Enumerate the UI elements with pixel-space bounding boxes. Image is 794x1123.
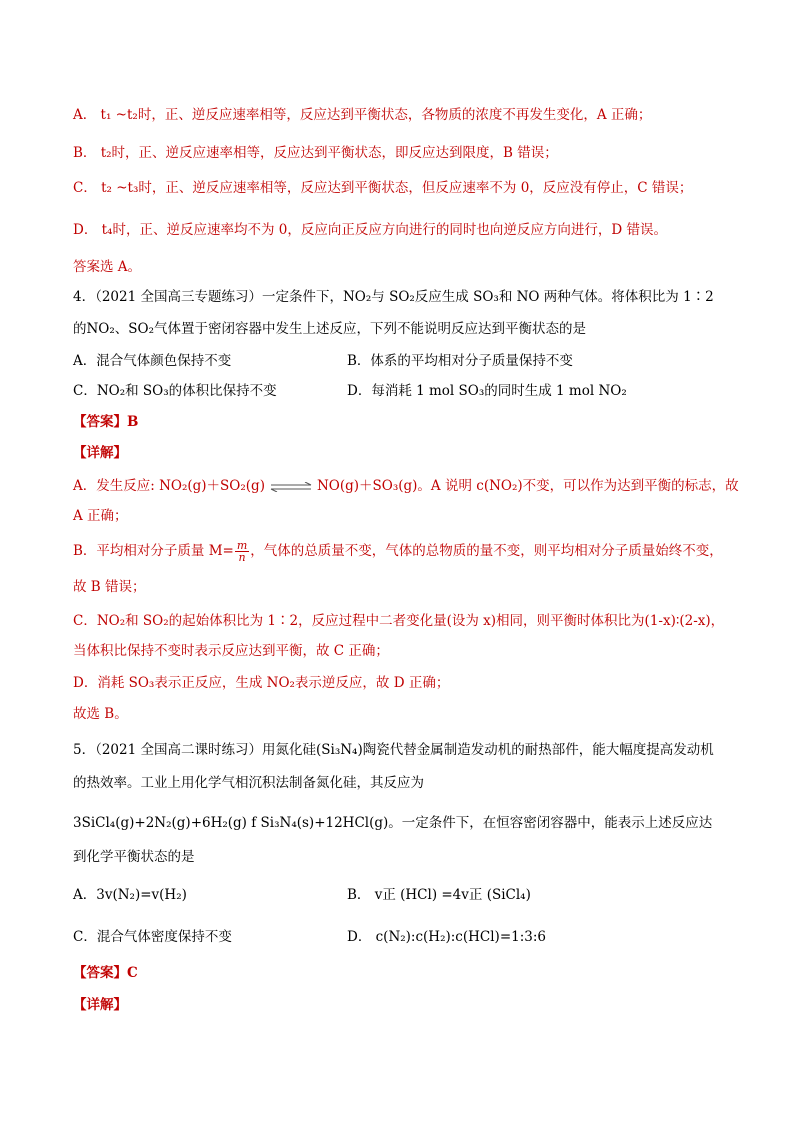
q4-explanation-d: D．消耗 SO₃表示正反应，生成 NO₂表示逆反应，故 D 正确； [73,675,450,691]
q4-explanation-b-line2: 故 B 错误； [73,579,146,595]
q5-answer: 【答案】C [73,965,138,981]
q4-option-b: B．体系的平均相对分子质量保持不变 [347,353,573,369]
q4-explanation-a-line2: A 正确； [73,508,128,524]
q5-option-c: C．混合气体密度保持不变 [73,929,232,945]
reaction-left: A．发生反应: NO₂(g)＋SO₂(g) [73,478,265,494]
equilibrium-arrow-icon [269,482,313,492]
q4-answer: 【答案】B [73,414,139,430]
q5-stem-line4: 到化学平衡状态的是 [73,849,195,865]
q4-explanation-a-line1 [73,475,739,497]
prev-explanation-d: D． t₄时，正、逆反应速率均不为 0，反应向正反应方向进行的同时也向逆反应方向进行，D 错误。 [73,222,667,238]
mass-over-moles-fraction [235,540,249,563]
fraction-denominator: n [238,551,246,564]
prev-explanation-a: A． t₁ ~t₂时，正、逆反应速率相等，反应达到平衡状态，各物质的浓度不再发生变化，A 正确； [73,107,652,123]
q5-option-a: A．3v(N₂)=v(H₂) [73,887,187,903]
q5-detail-heading: 【详解】 [73,997,127,1013]
prev-answer-choice: 答案选 A。 [73,259,142,275]
q5-reaction-line: 3SiCl₄(g)+2N₂(g)+6H₂(g) f Si₃N₄(s)+12HCl(g)。一定条件下，在恒容密闭容器中，能表示上述反应达 [73,815,713,831]
q4-stem-line2: 的NO₂、SO₂气体置于密闭容器中发生上述反应，下列不能说明反应达到平衡状态的是 [73,321,587,337]
q4-explanation-c-line1: C．NO₂和 SO₂的起始体积比为 1∶2，反应过程中二者变化量(设为 x)相同，则平衡时体积比为(1-x)∶(2-x)， [73,613,725,629]
q4-explanation-c-line2: 当体积比保持不变时表示反应达到平衡，故 C 正确； [73,643,389,659]
q4-explanation-b-line1 [73,540,734,563]
prev-explanation-b: B． t₂时，正、逆反应速率相等，反应达到平衡状态，即反应达到限度，B 错误； [73,145,558,161]
prev-explanation-c: C． t₂ ~t₃时，正、逆反应速率相等，反应达到平衡状态，但反应速率不为 0，反应没有停止，C 错误； [73,180,693,196]
fraction-numerator: m [236,539,248,552]
q4-option-a: A．混合气体颜色保持不变 [73,353,232,369]
q5-option-d: D． c(N₂):c(H₂):c(HCl)=1:3:6 [347,929,546,945]
q5-stem-line1: 5．（2021 全国高二课时练习）用氮化硅(Si₃N₄)陶瓷代替金属制造发动机的耐热部件，能大幅度提高发动机 [73,742,714,758]
q4-detail-heading: 【详解】 [73,445,127,461]
molar-mass-label: B．平均相对分子质量 M= [73,543,234,559]
reaction-right: NO(g)＋SO₃(g)。A 说明 c(NO₂)不变，可以作为达到平衡的标志，故 [316,478,739,494]
molar-mass-text: ，气体的总质量不变，气体的总物质的量不变，则平均相对分子质量始终不变， [250,543,723,559]
q4-option-c: C．NO₂和 SO₃的体积比保持不变 [73,383,277,399]
q4-option-d: D．每消耗 1 mol SO₃的同时生成 1 mol NO₂ [347,383,627,399]
q5-option-b: B． v正 (HCl) =4v正 (SiCl₄) [347,887,531,903]
q4-stem-line1: 4．（2021 全国高三专题练习）一定条件下，NO₂与 SO₂反应生成 SO₃和 NO 两种气体。将体积比为 1∶2 [73,289,714,305]
q5-stem-line2: 的热效率。工业上用化学气相沉积法制备氮化硅，其反应为 [73,775,424,791]
q4-answer-choice: 故选 B。 [73,706,128,722]
